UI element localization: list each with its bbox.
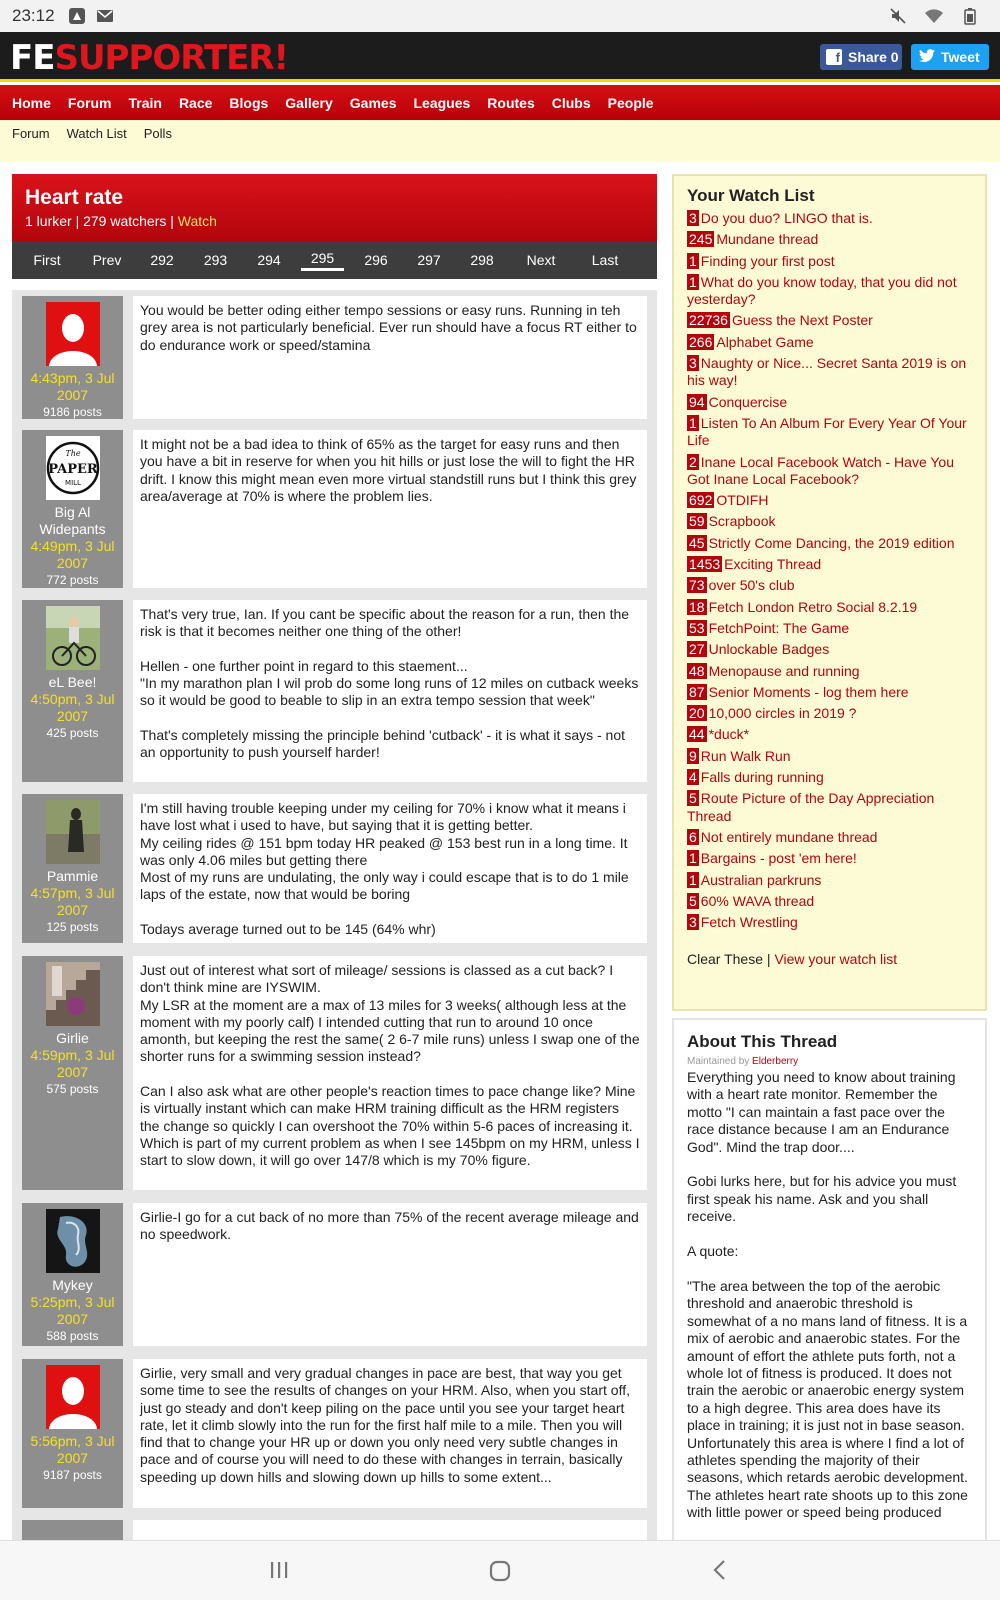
pager-page-296[interactable]: 296 (364, 252, 388, 268)
paper-mill-avatar[interactable] (46, 436, 100, 500)
art-avatar[interactable] (46, 1209, 100, 1273)
view-watch-list-link[interactable]: View your watch list (774, 951, 898, 968)
post-author (22, 1203, 123, 1346)
back-button[interactable] (710, 1559, 730, 1586)
post-author-name[interactable]: Pammie (46, 868, 99, 884)
watch-list-item-title: Conquercise (708, 393, 788, 410)
paper-mill-paper: PAPER (47, 462, 98, 477)
nav-forum[interactable]: Forum (67, 94, 112, 111)
watch-list-item-title: Senior Moments - log them here (708, 683, 909, 700)
watch-list-count-badge: 27 (689, 641, 705, 658)
post-count: 125 posts (46, 920, 99, 934)
watch-list-count-badge: 5 (689, 892, 697, 909)
tweet-label: Tweet (941, 49, 980, 65)
watch-list-item[interactable] (687, 684, 972, 701)
subnav-polls[interactable]: Polls (143, 126, 172, 141)
watch-list-item-title: Scrapbook (708, 513, 776, 530)
main-nav (0, 85, 1000, 120)
watch-list-item[interactable] (687, 231, 972, 248)
watch-list-item[interactable] (687, 599, 972, 616)
post-body: That's very true, Ian. If you cant be specific about the reason for a run, then the risk is that it becomes neither one thing of the other! Hellen - one further point in regard to this staement... "In my marathon plan I wil prob do some long runs of 12 miles on cutback weeks so it would be good to beable to slip in an extra tempo session that week" That's completely missing the principle behind 'cutback' - it is what it says - not an opportunity to push yourself harder! (133, 600, 647, 782)
watch-list-item[interactable] (687, 620, 972, 637)
watch-list-count-badge: 1 (689, 850, 697, 867)
post-author (22, 430, 123, 588)
watch-list-count-badge: 44 (689, 726, 705, 743)
post-count: 575 posts (46, 1082, 99, 1096)
watch-list-item[interactable] (687, 274, 972, 309)
watch-list-item[interactable] (687, 210, 972, 227)
subnav-watch-list[interactable]: Watch List (66, 126, 127, 141)
default-avatar-icon[interactable] (46, 302, 100, 366)
post-date: 4:50pm, 3 Jul 2007 (30, 691, 115, 724)
watch-list-count-badge: 73 (689, 577, 705, 594)
watch-list-count-badge: 245 (689, 231, 713, 248)
nav-leagues[interactable]: Leagues (413, 94, 471, 111)
about-text: Everything you need to know about training with a heart rate monitor. Remember the motto "I can maintain a fast pace over the race distance because I am an Endurance God". Mind the trap door.... Gobi lurks here, but for his advice you must first speak his name. Ask and you shall receive. A quote: "The area between the top of the aerobic threshold and anaerobic threshold is somewhat of a no mans land of fitness. It is a mix of aerobic and anaerobic states. For the amount of effort the athlete puts forth, not a whole lot of fitness is produced. It does not train the aerobic or anaerobic energy system to a high degree. This area does have its place in training; it is just not in base season. Unfortunately this area is where I find a lot of athletes spending the majority of their seasons, which retards aerobic development. The athletes heart rate shoots up to this zone with little power or speed being produced (687, 1069, 968, 1521)
watch-list-item[interactable] (687, 850, 972, 867)
pagination (12, 241, 657, 279)
post-author (22, 956, 123, 1190)
pager-page-298[interactable]: 298 (470, 252, 494, 268)
watch-list-item[interactable] (687, 641, 972, 658)
status-time: 23:12 (12, 6, 55, 25)
watch-list-count-badge: 45 (689, 534, 705, 551)
watch-list-item-title: Australian parkruns (700, 871, 822, 888)
watch-list-count-badge: 266 (689, 333, 713, 350)
watch-list-count-badge: 692 (689, 492, 713, 509)
nav-people[interactable]: People (607, 94, 654, 111)
watch-list-item-title: *duck* (708, 726, 750, 743)
paper-mill-mill: MILL (64, 479, 81, 487)
watch-list-item-title: Exciting Thread (724, 556, 822, 573)
post-author-name[interactable]: Big Al Widepants (39, 504, 106, 537)
watch-list-item-title: Finding your first post (700, 252, 835, 269)
thread-stats: 1 lurker | 279 watchers | (25, 213, 178, 229)
status-bar (0, 0, 1000, 32)
pager-page-297[interactable]: 297 (417, 252, 441, 268)
subnav-forum[interactable]: Forum (12, 126, 50, 141)
facebook-icon: f (826, 49, 842, 65)
pager-page-294[interactable]: 294 (257, 252, 281, 268)
watch-list-count-badge: 4 (689, 769, 697, 786)
watch-link[interactable]: Watch (177, 213, 217, 229)
twitter-bird-icon (919, 49, 935, 66)
home-button[interactable] (488, 1559, 512, 1588)
watch-list-count-badge: 3 (689, 210, 697, 226)
battery-icon (960, 7, 980, 25)
post-date: 5:56pm, 3 Jul 2007 (30, 1433, 115, 1466)
watch-list-count-badge: 1 (689, 871, 697, 888)
post-body: You would be better oding either tempo sessions or easy runs. Running in teh grey area is not particularly beneficial. Ever run should have a focus RT either to do endurance work or speed/stamina (133, 296, 647, 419)
pager-last[interactable]: Last (591, 252, 619, 268)
watch-list-count-badge: 5 (689, 790, 697, 807)
watch-list-count-badge: 3 (689, 914, 697, 931)
post-body: Just out of interest what sort of mileage/ sessions is classed as a cut back? I don't think mine are IYSWIM. My LSR at the moment are a max of 13 miles for 3 weeks( although less at the moment with my poorly calf) I intended cutting that run to around 10 once amonth, but keeping the rest the same( 2 6-7 mile runs) unless I swap one of the shorter runs for a swimming session instead? Can I also ask what are other people's reaction times to pace change like? Mine is virtually instant which can make HRM training difficult as the HRM registers the change so quickly I can overshoot the 70% within 5-6 paces of increasing it. Which is part of my current problem as when I see 145bpm on my HRM, unless I start to slow down, it will go over 147/8 which is my 70% figure. (133, 956, 647, 1190)
watch-list-count-badge: 53 (689, 619, 705, 636)
watch-list-count-badge: 1 (689, 414, 697, 431)
nav-blogs[interactable]: Blogs (229, 94, 269, 111)
watch-list-item[interactable] (687, 726, 972, 743)
watch-list-item[interactable] (687, 705, 972, 722)
post-author (22, 1520, 123, 1540)
maintained-by (687, 1056, 972, 1067)
thread-title: Heart rate (25, 186, 124, 209)
watch-list-item-title: FetchPoint: The Game (708, 619, 850, 636)
watch-list-item[interactable] (687, 312, 972, 329)
watch-list-item-title: Falls during running (700, 769, 824, 786)
paper-mill-the: The (64, 449, 81, 458)
post-author-name[interactable]: Girlie (56, 1030, 89, 1046)
post-count: 425 posts (46, 726, 99, 740)
watch-list-item-title: Menopause and running (708, 662, 860, 679)
post-date: 4:49pm, 3 Jul 2007 (30, 538, 115, 571)
watch-list-item-title: Naughty or Nice... Secret Santa 2019 is on his way! (687, 355, 967, 389)
pager-first[interactable]: First (33, 252, 61, 268)
post-body: Girlie-I go for a cut back of no more than 75% of the recent average mileage and no speedwork. (133, 1203, 647, 1346)
watch-list-item[interactable] (687, 535, 972, 552)
post-count: 9186 posts (43, 405, 102, 419)
post-body: Girlie, very small and very gradual changes in pace are best, that way you get some time to see the results of changes on your HRM. Also, when you start off, just go steady and don't keep piling on the pace until you see your target heart rate, let it climb slowly into the run for the first half mile to a mile. Then you will find that to change your HR up or down you only need very subtle changes in pace and of course you will need to do these with changes in terrain, basically speeding up down hills and slowing down up hills to some extent... (133, 1359, 647, 1508)
watch-list-item[interactable] (687, 492, 972, 509)
post-date: 5:25pm, 3 Jul 2007 (30, 1294, 115, 1327)
watch-list-count-badge: 1 (689, 273, 697, 290)
watch-list-count-badge: 22736 (689, 312, 728, 329)
gmail-icon (95, 7, 115, 25)
watch-list-item-title: Route Picture of the Day Appreciation Thread (687, 790, 935, 824)
watch-list-count-badge: 48 (689, 662, 705, 679)
watch-list-count-badge: 20 (689, 705, 705, 722)
watch-list-item-title: over 50's club (708, 577, 795, 594)
photos-icon (67, 7, 87, 25)
maintained-by-label: Maintained by (687, 1056, 753, 1067)
post-author-name[interactable]: eL Bee! (48, 674, 97, 690)
watch-list-item-title: Run Walk Run (700, 747, 791, 764)
nav-train[interactable]: Train (128, 94, 162, 111)
watch-list-item-title: OTDIFH (716, 492, 769, 509)
watch-list-item[interactable] (687, 893, 972, 910)
watch-list-item[interactable] (687, 769, 972, 786)
nav-clubs[interactable]: Clubs (551, 94, 591, 111)
stairs-photo-avatar[interactable] (46, 962, 100, 1026)
logo-supporter: SUPPORTER! (54, 38, 289, 78)
mute-icon (888, 7, 908, 25)
watch-list-item[interactable] (687, 663, 972, 680)
post-author (22, 794, 123, 943)
pager-page-292[interactable]: 292 (150, 252, 174, 268)
watch-list-separator: | (763, 951, 775, 968)
watch-list-count-badge: 59 (689, 513, 705, 530)
watch-list-count-badge: 18 (689, 598, 705, 615)
watch-list-item-title: Inane Local Facebook Watch - Have You Got Inane Local Facebook? (687, 453, 954, 487)
post-date: 4:57pm, 3 Jul 2007 (30, 885, 115, 918)
post-body: It might not be a bad idea to think of 65% as the target for easy runs and then you have a bit in reserve for when you hit hills or just lose the will to fight the HR drift. I know this might mean even more virtual standstill runs but I think this grey area/average at 70% is where the problem lies. (133, 430, 647, 588)
about-title: About This Thread (687, 1032, 838, 1051)
watch-list-count-badge: 2 (689, 453, 697, 470)
site-logo[interactable] (10, 38, 288, 78)
watch-list-item-title: 60% WAVA thread (700, 892, 815, 909)
nav-routes[interactable]: Routes (487, 94, 535, 111)
cyclist-photo-avatar[interactable] (46, 606, 100, 670)
shadow-photo-avatar[interactable] (46, 800, 100, 864)
watch-list-item[interactable] (687, 513, 972, 530)
nav-gallery[interactable]: Gallery (285, 94, 333, 111)
post-count: 772 posts (46, 573, 99, 587)
post-author-name[interactable]: Mykey (52, 1277, 93, 1293)
watch-list-count-badge: 1 (689, 252, 697, 269)
android-nav-bar (0, 1540, 1000, 1600)
clear-these-link[interactable]: Clear These (687, 951, 764, 968)
watch-list-panel (672, 174, 987, 1011)
watch-list-count-badge: 1453 (689, 556, 721, 573)
watch-list-item-title: 10,000 circles in 2019 ? (708, 705, 857, 722)
watch-list-item[interactable] (687, 829, 972, 846)
post-author (22, 296, 123, 419)
thread-meta (25, 213, 644, 229)
watch-list-item-title: Strictly Come Dancing, the 2019 edition (708, 534, 955, 551)
pager-page-295-current[interactable]: 295 (301, 250, 344, 271)
post-author (22, 600, 123, 782)
post-count: 588 posts (46, 1329, 99, 1343)
about-thread-panel (672, 1018, 987, 1558)
watch-list-item-title: Guess the Next Poster (731, 312, 873, 329)
nav-games[interactable]: Games (349, 94, 397, 111)
post-date: 4:59pm, 3 Jul 2007 (30, 1047, 115, 1080)
thread-header (12, 174, 657, 241)
watch-list-item[interactable] (687, 334, 972, 351)
nav-home[interactable]: Home (12, 94, 51, 111)
post-list (12, 290, 657, 1540)
watch-list-item-title: Bargains - post 'em here! (700, 850, 857, 867)
watch-list-item[interactable] (687, 872, 972, 889)
share-label: Share 0 (848, 49, 899, 65)
watch-list-item-title: Listen To An Album For Every Year Of Your Life (687, 414, 967, 449)
watch-list-item-title: Mundane thread (716, 231, 819, 248)
watch-list-footer (687, 951, 972, 967)
watch-list-count-badge: 6 (689, 828, 697, 845)
watch-list-item[interactable] (687, 454, 972, 489)
pager-page-293[interactable]: 293 (203, 252, 228, 268)
watch-list-item[interactable] (687, 577, 972, 594)
default-avatar-icon[interactable] (46, 1365, 100, 1429)
watch-list-item-title: Fetch London Retro Social 8.2.19 (708, 598, 918, 615)
maintainer-link[interactable]: Elderberry (752, 1056, 799, 1067)
watch-list-item[interactable] (687, 556, 972, 573)
watch-list-item[interactable] (687, 790, 972, 825)
nav-race[interactable]: Race (178, 94, 213, 111)
recents-button[interactable] (268, 1559, 290, 1586)
watch-list-item[interactable] (687, 253, 972, 270)
sub-nav (0, 120, 1000, 162)
watch-list-count-badge: 94 (689, 393, 705, 410)
watch-list-item-title: Do you duo? LINGO that is. (700, 210, 873, 226)
watch-list-item-title: Fetch Wrestling (700, 914, 798, 931)
watch-list-item[interactable] (687, 355, 972, 390)
post-body: I'm still having trouble keeping under my ceiling for 70% i know what it means i have lost what i used to have, but saying that it is getting better. My ceiling rides @ 151 bpm today HR peaked @ 153 best run in a long time. It was only 4.06 miles but getting there Most of my runs are undulating, the only way i could escape that is to do 1 mile laps of the estate, now that would be boring Todays average turned out to be 145 (64% whr) (133, 794, 647, 943)
post-body (133, 1520, 647, 1540)
pager-next[interactable]: Next (526, 252, 556, 268)
site-header (0, 32, 1000, 82)
watch-list-count-badge: 3 (689, 355, 697, 372)
watch-list-item[interactable] (687, 415, 972, 450)
watch-list-count-badge: 87 (689, 683, 705, 700)
watch-list-item-title: What do you know today, that you did not yesterday? (687, 273, 957, 308)
tweet-button[interactable] (911, 44, 989, 70)
watch-list-count-badge: 9 (689, 747, 697, 764)
watch-list (687, 210, 972, 931)
post-date: 4:43pm, 3 Jul 2007 (30, 370, 115, 403)
watch-list-item-title: Alphabet Game (716, 333, 814, 350)
pager-prev[interactable]: Prev (92, 252, 122, 268)
watch-list-item[interactable] (687, 914, 972, 931)
post-author (22, 1359, 123, 1508)
post-count: 9187 posts (43, 1468, 102, 1482)
logo-fe: FE (10, 38, 55, 78)
facebook-share-button[interactable] (820, 44, 902, 70)
wifi-icon (924, 7, 944, 25)
watch-list-item[interactable] (687, 748, 972, 765)
watch-list-item[interactable] (687, 394, 972, 411)
watch-list-title: Your Watch List (687, 186, 815, 205)
watch-list-item-title: Not entirely mundane thread (700, 828, 878, 845)
watch-list-item-title: Unlockable Badges (708, 641, 830, 658)
